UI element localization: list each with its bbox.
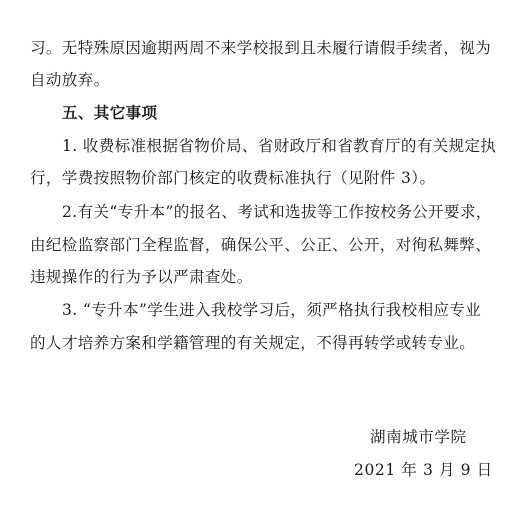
paragraph-line: 行，学费按照物价部门核定的收费标准执行（见附件 3）。 [30,169,436,187]
signature-institution: 湖南城市学院 [370,428,467,446]
paragraph-line: 违规操作的行为予以严肃查处。 [30,268,253,286]
paragraph-line: 的人才培养方案和学籍管理的有关规定，不得再转学或转专业。 [30,334,476,352]
paragraph-line: 自动放弃。 [30,71,110,89]
signature-date: 2021 年 3 月 9 日 [354,461,493,479]
paragraph-line: 习。无特殊原因逾期两周不来学校报到且未履行请假手续者，视为 [30,39,492,57]
paragraph-line: 1. 收费标准根据省物价局、省财政厅和省教育厅的有关规定执 [62,137,497,155]
paragraph-line: 由纪检监察部门全程监督，确保公平、公正、公开，对徇私舞弊、 [30,236,492,254]
paragraph-line: 3. “专升本”学生进入我校学习后，须严格执行我校相应专业 [62,301,482,319]
paragraph-line: 2.有关“专升本”的报名、考试和选拔等工作按校务公开要求， [62,203,492,221]
section-heading: 五、其它事项 [62,104,158,122]
